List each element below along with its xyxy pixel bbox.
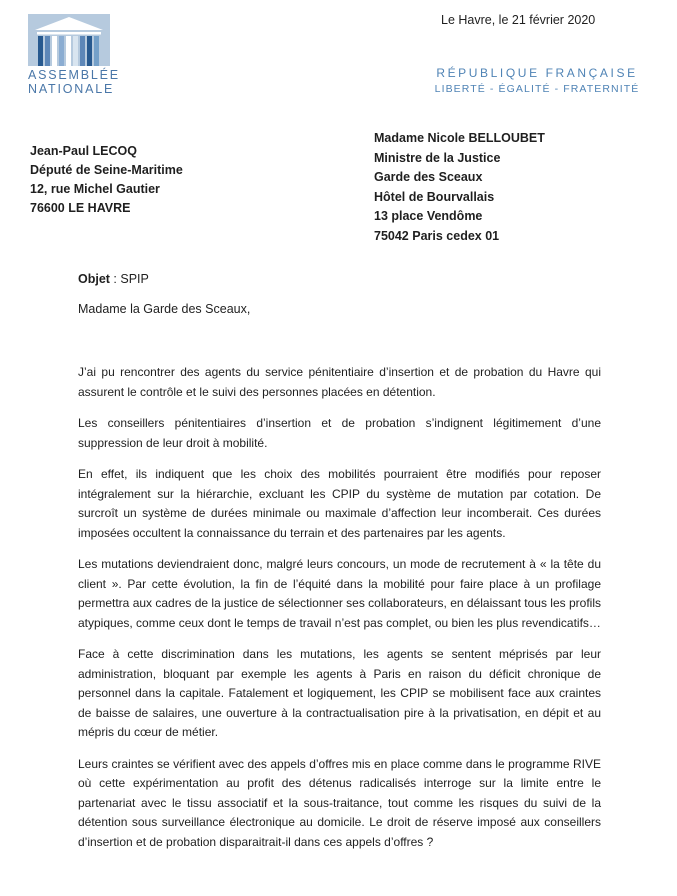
recipient-street: 13 place Vendôme	[374, 209, 483, 223]
temple-icon	[28, 14, 110, 66]
republique-line: RÉPUBLIQUE FRANÇAISE	[436, 66, 638, 80]
subject-label: Objet	[78, 272, 110, 286]
devise-line: LIBERTÉ - ÉGALITÉ - FRATERNITÉ	[434, 83, 640, 95]
subject-value: : SPIP	[109, 272, 149, 286]
logo-wordmark-line1: ASSEMBLÉE	[28, 68, 120, 82]
recipient-title2: Garde des Sceaux	[374, 170, 483, 184]
sender-city: 76600 LE HAVRE	[30, 201, 131, 215]
logo-wordmark	[28, 68, 120, 96]
sender-name: Jean-Paul LECOQ	[30, 144, 137, 158]
sender-street: 12, rue Michel Gautier	[30, 182, 160, 196]
body-paragraph: Face à cette discrimination dans les mutations, les agents se sentent méprisés par leur administration, bloquant par exemple les agents à Paris en raison du déficit chronique de personnel dans la capitale. Fatalement et logiquement, les CPIP se mobilisent face aux craintes de baisse de salaires, une ouverture à la contractualisation pire à la privatisation, en dépit et au mépris du cœur de métier.	[78, 647, 601, 739]
sender-address	[30, 142, 183, 218]
subject-line	[78, 272, 149, 286]
body-paragraph: J’ai pu rencontrer des agents du service pénitentiaire d’insertion et de probation du Havre qui assurent le contrôle et le suivi des personnes placées en détention.	[78, 365, 601, 399]
assemblee-nationale-logo	[28, 14, 120, 96]
recipient-city: 75042 Paris cedex 01	[374, 228, 500, 243]
recipient-title1: Ministre de la Justice	[374, 150, 501, 165]
body-paragraph: Leurs craintes se vérifient avec des appels d’offres mis en place comme dans le programme RIVE où cette expérimentation au profit des détenus radicalisés interroge sur la limite entre le partenariat avec le tissu associatif et la sous-traitance, tout comme les risques du suivi de la détention sous surveillance électronique au domicile. Le droit de réserve imposé aux conseillers d’insertion et de probation disparaitrait-il dans ces appels d’offres ?	[78, 756, 601, 849]
recipient-name: Madame Nicole BELLOUBET	[374, 131, 545, 145]
republique-francaise-motto	[423, 66, 651, 95]
salutation: Madame la Garde des Sceaux,	[78, 302, 251, 316]
body-paragraph: Les mutations deviendraient donc, malgré leurs concours, un mode de recrutement à « la tête du client ». Par cette évolution, la fin de l’équité dans la mobilité pour faire place à un profilage permettra aux cadres de la justice de sélectionner ses collaborateurs, en délaissant tous les profils atypiques, comme ceux dont le temps de travail n’est pas complet, ou bien les plus revendicatifs…	[78, 557, 601, 630]
sender-title: Député de Seine-Maritime	[30, 163, 183, 177]
letter-body	[78, 363, 601, 864]
letter-date: Le Havre, le 21 février 2020	[441, 13, 596, 27]
logo-wordmark-line2: NATIONALE	[28, 81, 115, 96]
body-paragraph: En effet, ils indiquent que les choix des mobilités pourraient être modifiés pour reposer intégralement sur la hiérarchie, excluant les CPIP du système de mutation par cotation. De surcroît un système de durées minimale ou maximale d’affection leur incomberait. Ces durées imposées occultent la connaissance du terrain et des partenaires par les agents.	[78, 467, 601, 540]
body-paragraph: Les conseillers pénitentiaires d’insertion et de probation s’indignent légitimement d’une suppression de leur droit à mobilité.	[78, 416, 601, 450]
recipient-address	[374, 129, 545, 246]
recipient-building: Hôtel de Bourvallais	[374, 189, 495, 204]
